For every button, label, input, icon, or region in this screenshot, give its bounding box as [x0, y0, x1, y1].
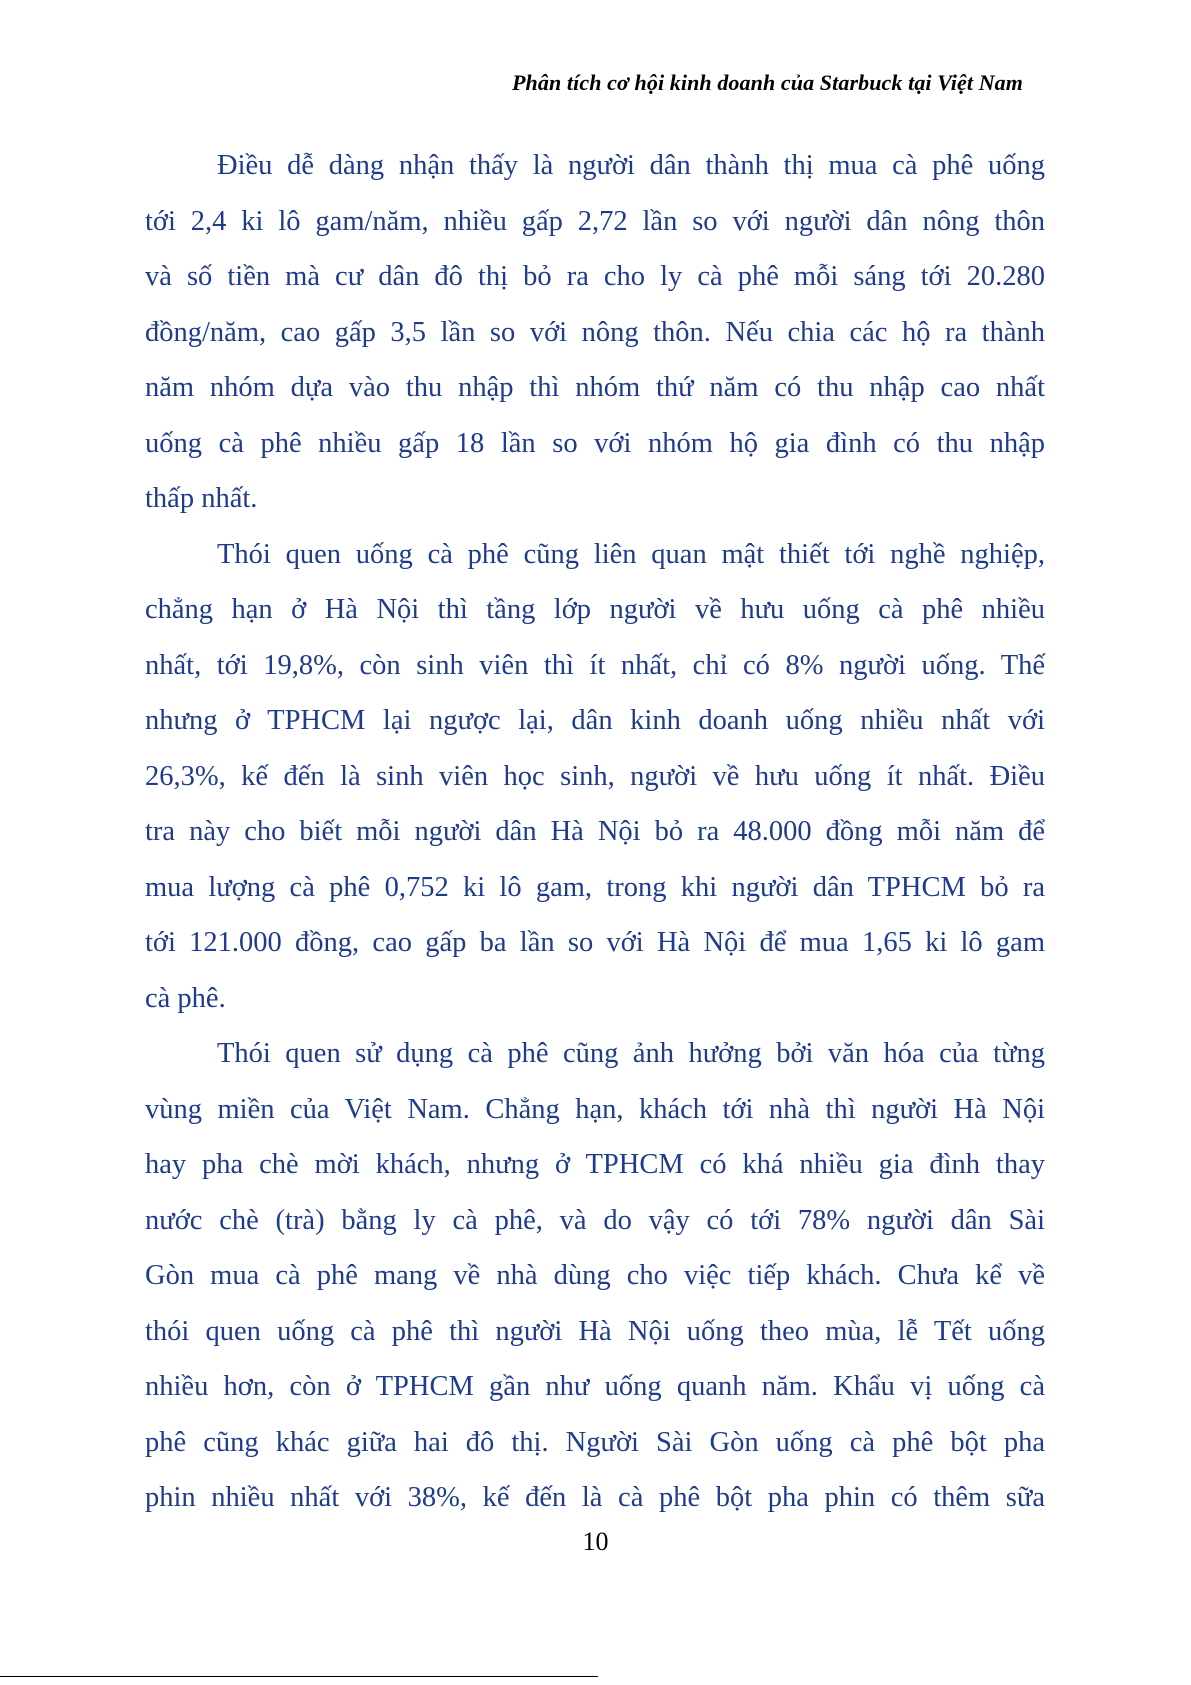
paragraph-2-line-8: tới 121.000 đồng, cao gấp ba lần so với Hà Nội để mua 1,65 ki lô gam — [145, 927, 1045, 958]
paragraph-2-line-2: chẳng hạn ở Hà Nội thì tầng lớp người về hưu uống cà phê nhiều — [145, 594, 1045, 625]
paragraph-1-line-1: Điều dễ dàng nhận thấy là người dân thành thị mua cà phê uống — [217, 150, 1045, 181]
paragraph-1-line-6: uống cà phê nhiều gấp 18 lần so với nhóm hộ gia đình có thu nhập — [145, 427, 1045, 459]
paragraph-2-line-1: Thói quen uống cà phê cũng liên quan mật thiết tới nghề nghiệp, — [217, 538, 1045, 570]
paragraph-2-line-9: cà phê. — [145, 982, 226, 1014]
paragraph-2-line-4: nhưng ở TPHCM lại ngược lại, dân kinh doanh uống nhiều nhất với — [145, 705, 1045, 736]
paragraph-1-line-7: thấp nhất. — [145, 483, 258, 514]
paragraph-1-line-5: năm nhóm dựa vào thu nhập thì nhóm thứ năm có thu nhập cao nhất — [145, 372, 1045, 403]
document-body — [145, 138, 1045, 1526]
paragraph-3-line-3: hay pha chè mời khách, nhưng ở TPHCM có khá nhiều gia đình thay — [145, 1149, 1045, 1180]
paragraph-3-line-7: nhiều hơn, còn ở TPHCM gần như uống quanh năm. Khẩu vị uống cà — [145, 1371, 1045, 1402]
paragraph-3-line-1: Thói quen sử dụng cà phê cũng ảnh hưởng bởi văn hóa của từng — [217, 1038, 1045, 1069]
paragraph-3-line-2: vùng miền của Việt Nam. Chẳng hạn, khách tới nhà thì người Hà Nội — [145, 1093, 1045, 1125]
paragraph-3-line-6: thói quen uống cà phê thì người Hà Nội uống theo mùa, lễ Tết uống — [145, 1315, 1045, 1347]
paragraph-2-line-5: 26,3%, kế đến là sinh viên học sinh, người về hưu uống ít nhất. Điều — [145, 760, 1045, 792]
paragraph-3-line-4: nước chè (trà) bằng ly cà phê, và do vậy có tới 78% người dân Sài — [145, 1204, 1045, 1236]
page-number: 10 — [582, 1527, 609, 1556]
paragraph-1-line-4: đồng/năm, cao gấp 3,5 lần so với nông thôn. Nếu chia các hộ ra thành — [145, 316, 1045, 348]
paragraph-1-line-2: tới 2,4 ki lô gam/năm, nhiều gấp 2,72 lần so với người dân nông thôn — [145, 205, 1045, 237]
paragraph-3-line-8: phê cũng khác giữa hai đô thị. Người Sài Gòn uống cà phê bột pha — [145, 1426, 1045, 1458]
footer-divider — [0, 1676, 598, 1677]
paragraph-2-line-7: mua lượng cà phê 0,752 ki lô gam, trong khi người dân TPHCM bỏ ra — [145, 871, 1045, 903]
paragraph-3-line-9: phin nhiều nhất với 38%, kế đến là cà phê bột pha phin có thêm sữa — [145, 1482, 1045, 1513]
paragraph-2-line-3: nhất, tới 19,8%, còn sinh viên thì ít nhất, chỉ có 8% người uống. Thế — [145, 649, 1045, 681]
paragraph-2-line-6: tra này cho biết mỗi người dân Hà Nội bỏ ra 48.000 đồng mỗi năm để — [145, 816, 1045, 847]
running-header-title: Phân tích cơ hội kinh doanh của Starbuck tại Việt Nam — [512, 70, 1023, 95]
paragraph-3-line-5: Gòn mua cà phê mang về nhà dùng cho việc tiếp khách. Chưa kể về — [145, 1260, 1045, 1291]
paragraph-1-line-3: và số tiền mà cư dân đô thị bỏ ra cho ly cà phê mỗi sáng tới 20.280 — [145, 261, 1045, 292]
